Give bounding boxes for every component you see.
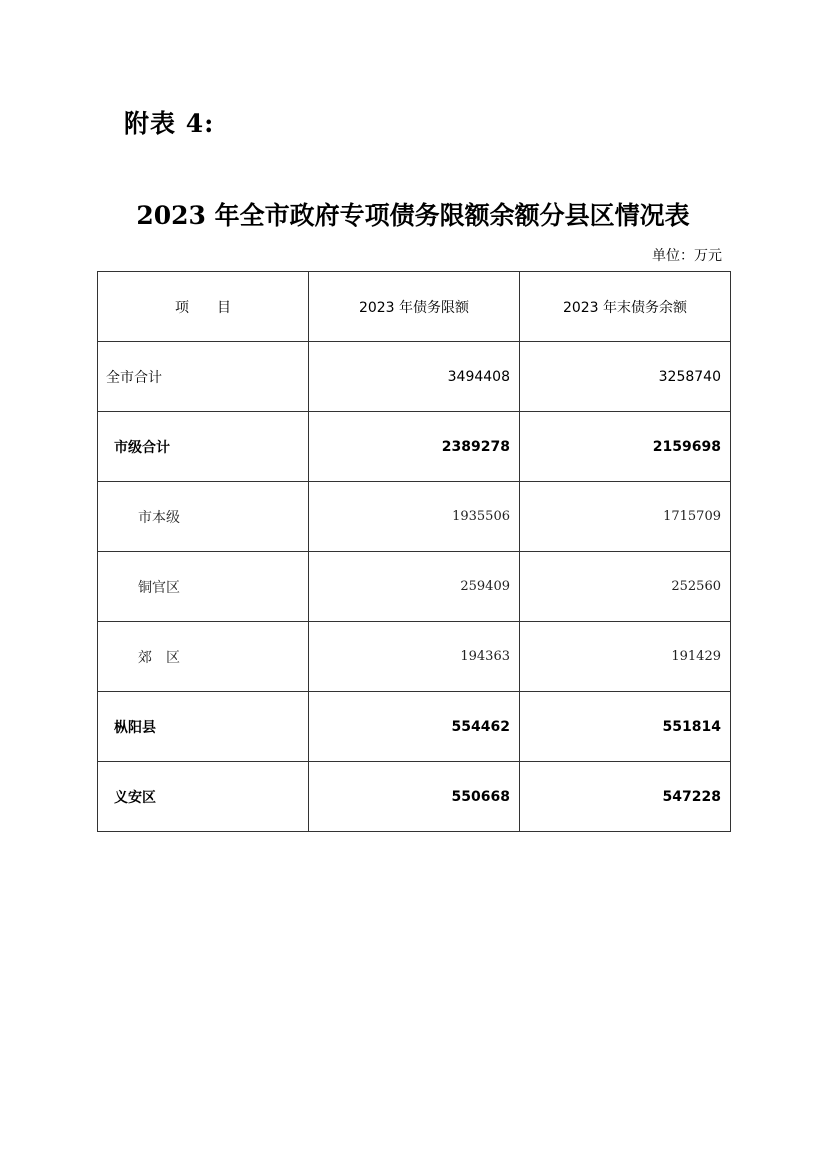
unit-label: 单位：万元 (652, 248, 722, 264)
table-header-row (98, 272, 731, 342)
row-balance: 3258740 (520, 342, 731, 412)
row-name: 铜官区 (98, 552, 309, 622)
row-balance: 547228 (520, 762, 731, 832)
table-row (98, 552, 731, 622)
row-limit: 3494408 (309, 342, 520, 412)
header-item: 项 目 (98, 272, 309, 342)
table-row (98, 412, 731, 482)
row-name: 市级合计 (98, 412, 309, 482)
table-row (98, 342, 731, 412)
table-row (98, 482, 731, 552)
row-balance: 191429 (520, 622, 731, 692)
header-debt-balance: 2023 年末债务余额 (520, 272, 731, 342)
table-row (98, 762, 731, 832)
row-limit: 1935506 (309, 482, 520, 552)
table-row (98, 692, 731, 762)
table-row (98, 622, 731, 692)
row-name: 义安区 (98, 762, 309, 832)
row-name: 市本级 (98, 482, 309, 552)
row-limit: 259409 (309, 552, 520, 622)
row-name: 枞阳县 (98, 692, 309, 762)
row-name: 郊 区 (98, 622, 309, 692)
row-balance: 2159698 (520, 412, 731, 482)
header-debt-limit: 2023 年债务限额 (309, 272, 520, 342)
page-title: 2023 年全市政府专项债务限额余额分县区情况表 (136, 201, 690, 230)
row-balance: 1715709 (520, 482, 731, 552)
row-limit: 550668 (309, 762, 520, 832)
appendix-label: 附表 4: (124, 109, 215, 138)
row-balance: 252560 (520, 552, 731, 622)
row-limit: 194363 (309, 622, 520, 692)
row-limit: 554462 (309, 692, 520, 762)
row-name: 全市合计 (98, 342, 309, 412)
row-balance: 551814 (520, 692, 731, 762)
debt-table (97, 271, 731, 832)
row-limit: 2389278 (309, 412, 520, 482)
